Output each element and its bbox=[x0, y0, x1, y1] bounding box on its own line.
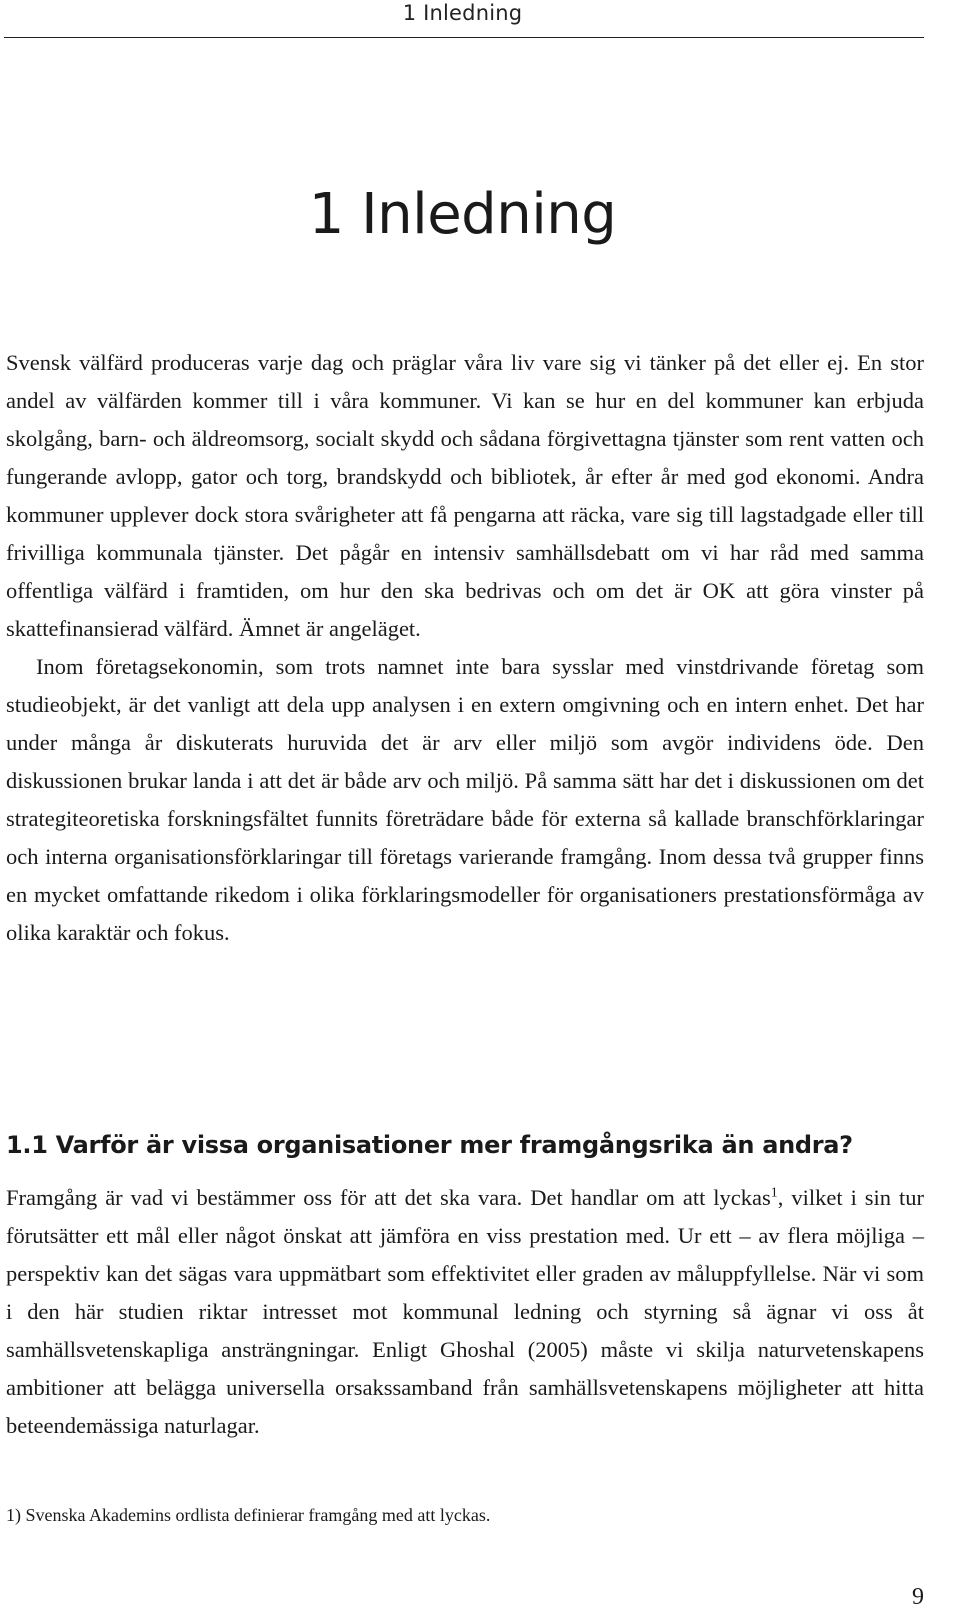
footnote: 1) Svenska Akademins ordlista definierar framgång med att lyckas. bbox=[6, 1505, 491, 1525]
section-paragraph bbox=[6, 1179, 924, 1445]
section-text-after-note: , vilket i sin tur förutsätter ett mål eller något önskat att jämföra en viss prestation med. Ur ett – av flera möjliga – perspektiv kan det sägas vara uppmätbart som effektivitet eller graden av måluppfyllelse. När vi som i den här studien riktar intresset mot kommunal ledning och styrning så ägnar vi oss åt samhällsvetenskapliga ansträngningar. Enligt Ghoshal (2005) måste vi skilja naturvetenskapens ambitioner att belägga universella orsakssamband från samhällsvetenskapens möjligheter att hitta beteendemässiga naturlagar. bbox=[6, 1185, 924, 1438]
running-header-text: 1 Inledning bbox=[402, 1, 523, 25]
page-number: 9 bbox=[912, 1584, 924, 1610]
section-text-before-note: Framgång är vad vi bestämmer oss för att det ska vara. Det handlar om att lyckas bbox=[6, 1185, 771, 1210]
intro-paragraph-2: Inom företagsekonomin, som trots namnet inte bara sysslar med vinstdrivande företag som studieobjekt, är det vanligt att dela upp analysen i en extern omgivning och en intern enhet. Det har under många år diskuterats huruvida det är arv eller miljö som avgör individens öde. Den diskussionen brukar landa i att det är både arv och miljö. På samma sätt har det i diskussionen om det strategiteoretiska forskningsfältet funnits företrädare både för externa så kallade branschförklaringar och interna organisationsförklaringar till företags varierande framgång. Inom dessa två grupper finns en mycket omfattande rikedom i olika förklaringsmodeller för organisationers prestationsförmåga av olika karaktär och fokus. bbox=[6, 654, 924, 945]
header-rule bbox=[4, 37, 924, 38]
chapter-title: 1 Inledning bbox=[308, 182, 617, 247]
intro-text bbox=[6, 344, 924, 952]
section-heading: 1.1 Varför är vissa organisationer mer framgångsrika än andra? bbox=[6, 1131, 853, 1159]
section-text bbox=[6, 1179, 924, 1445]
footnote-reference: 1 bbox=[770, 1185, 778, 1201]
running-header bbox=[0, 0, 925, 40]
intro-paragraph-1: Svensk välfärd produceras varje dag och präglar våra liv vare sig vi tänker på det eller ej. En stor andel av välfärden kommer till i våra kommuner. Vi kan se hur en del kommuner kan erbjuda skolgång, barn- och äldreomsorg, socialt skydd och sådana förgivettagna tjänster som rent vatten och fungerande avlopp, gator och torg, brandskydd och bibliotek, år efter år med god ekonomi. Andra kommuner upplever dock stora svårigheter att få pengarna att räcka, vare sig till lagstadgade eller till frivilliga kommunala tjänster. Det pågår en intensiv samhällsdebatt om vi har råd med samma offentliga välfärd i framtiden, om hur den ska bedrivas och om det är OK att göra vinster på skattefinansierad välfärd. Ämnet är angeläget. bbox=[6, 350, 924, 641]
